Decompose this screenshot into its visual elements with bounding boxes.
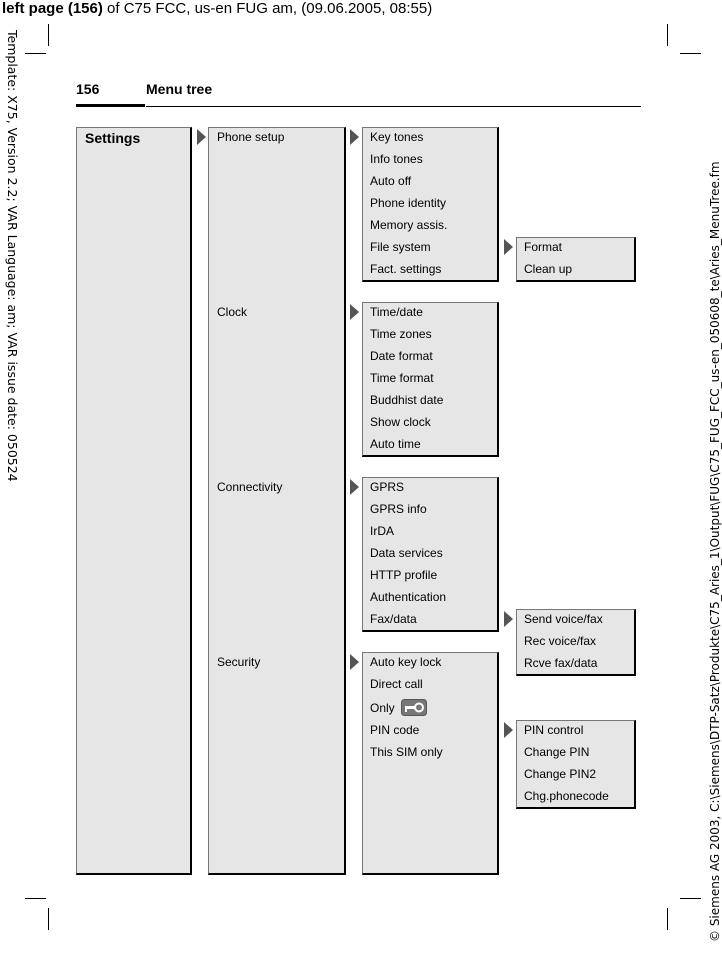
- right-triangle-icon: [350, 129, 359, 145]
- menu-root-column: [76, 127, 192, 875]
- header-rule-thick: [76, 104, 145, 107]
- submenu-item: Time/date: [370, 305, 423, 319]
- file-info: of C75 FCC, us-en FUG am, (09.06.2005, 08:55): [102, 0, 433, 17]
- page-title: Menu tree: [146, 81, 213, 97]
- submenu-item: Info tones: [370, 152, 423, 166]
- submenu-item: Auto key lock: [370, 655, 442, 669]
- submenu-item: Format: [524, 240, 563, 254]
- menu-item-connectivity: Connectivity: [217, 480, 283, 494]
- template-info: Template: X75, Version 2.2; VAR Language: am; VAR issue date: 050524: [5, 30, 20, 482]
- right-triangle-icon: [504, 611, 513, 627]
- clock-submenu: [362, 302, 499, 457]
- submenu-item: Show clock: [370, 415, 431, 429]
- submenu-item: Buddhist date: [370, 393, 444, 407]
- submenu-item: Phone identity: [370, 196, 447, 210]
- submenu-item: GPRS info: [370, 502, 427, 516]
- submenu-item: Change PIN2: [524, 767, 597, 781]
- submenu-item: Change PIN: [524, 745, 590, 759]
- right-triangle-icon: [350, 304, 359, 320]
- submenu-item: Authentication: [370, 590, 447, 604]
- menu-item-security: Security: [217, 655, 261, 669]
- menu-root-label: Settings: [85, 130, 141, 146]
- submenu-item: This SIM only: [370, 745, 443, 759]
- menu-item-clock: Clock: [217, 305, 248, 319]
- submenu-item: Direct call: [370, 677, 423, 691]
- submenu-item: HTTP profile: [370, 568, 438, 582]
- submenu-item: File system: [370, 240, 431, 254]
- submenu-item: Data services: [370, 546, 443, 560]
- document-header: [2, 0, 432, 17]
- submenu-item: Clean up: [524, 262, 573, 276]
- submenu-item: Auto time: [370, 437, 421, 451]
- submenu-item: IrDA: [370, 524, 394, 538]
- submenu-item: Memory assis.: [370, 218, 448, 232]
- submenu-item: Fact. settings: [370, 262, 442, 276]
- submenu-item: Date format: [370, 349, 433, 363]
- page-number: 156: [76, 81, 100, 97]
- phone-setup-submenu: [362, 127, 499, 282]
- submenu-item-only: [370, 699, 427, 719]
- menu-item-phone-setup: Phone setup: [217, 130, 285, 144]
- submenu-item-label: Only: [370, 701, 395, 716]
- fax-data-submenu: [516, 609, 636, 676]
- right-triangle-icon: [350, 654, 359, 670]
- submenu-item: Time zones: [370, 327, 432, 341]
- header-rule: [146, 106, 641, 107]
- submenu-item: Rec voice/fax: [524, 634, 597, 648]
- copyright-info: © Siemens AG 2003, C:\Siemens\DTP-Satz\Produkte\C75_Aries_1\Output\FUG\C75_FUG_FCC_us-en_050608_te\Aries_MenuTree.fm: [708, 161, 722, 942]
- submenu-item: PIN control: [524, 723, 584, 737]
- page-label: left page (156): [2, 0, 103, 17]
- security-submenu: [362, 652, 499, 875]
- submenu-item: PIN code: [370, 723, 420, 737]
- submenu-item: GPRS: [370, 480, 405, 494]
- right-triangle-icon: [197, 129, 206, 145]
- key-icon: [401, 699, 427, 719]
- right-triangle-icon: [504, 722, 513, 738]
- right-triangle-icon: [504, 239, 513, 255]
- submenu-item: Time format: [370, 371, 434, 385]
- connectivity-submenu: [362, 477, 499, 632]
- submenu-item: Fax/data: [370, 612, 417, 626]
- pin-code-submenu: [516, 720, 636, 809]
- menu-level1-column: [208, 127, 346, 875]
- submenu-item: Auto off: [370, 174, 412, 188]
- submenu-item: Key tones: [370, 130, 424, 144]
- submenu-item: Send voice/fax: [524, 612, 603, 626]
- submenu-item: Chg.phonecode: [524, 789, 609, 803]
- file-system-submenu: [516, 237, 636, 282]
- submenu-item: Rcve fax/data: [524, 656, 598, 670]
- right-triangle-icon: [350, 479, 359, 495]
